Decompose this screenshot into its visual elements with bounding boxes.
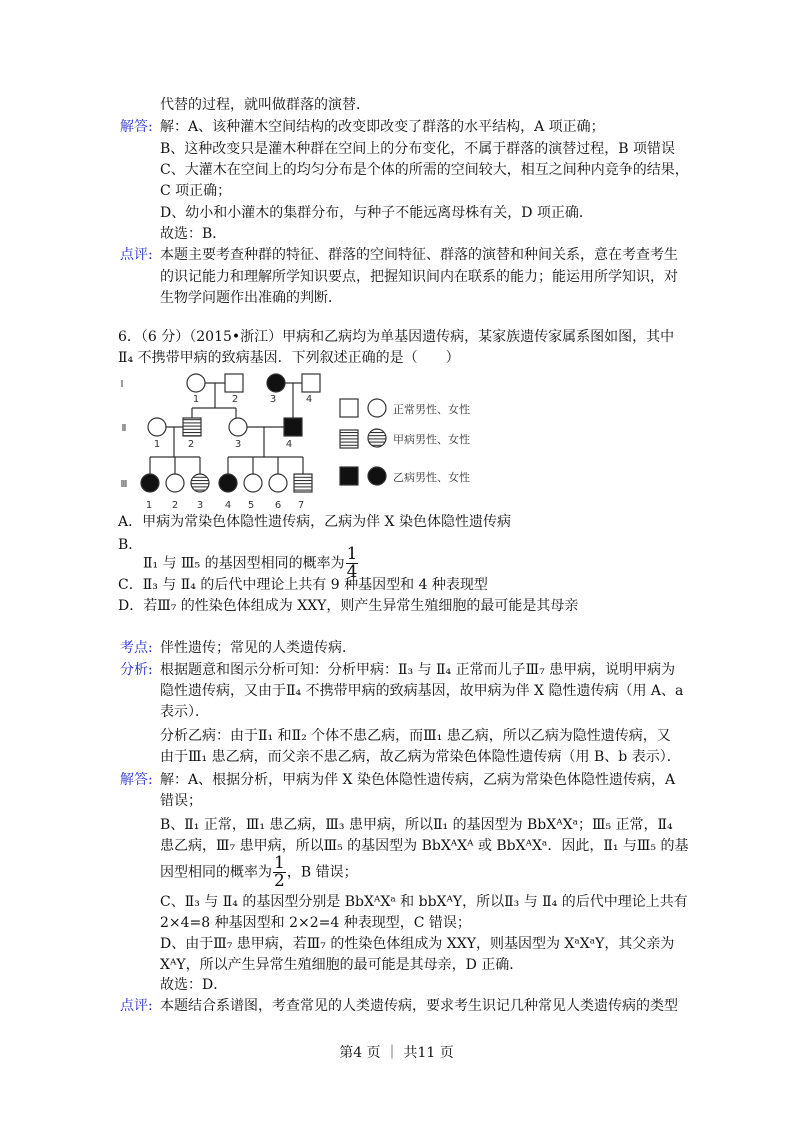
answer-label: 解答: — [120, 119, 153, 135]
individual-number: 3 — [196, 500, 204, 511]
individual-number: 1 — [153, 439, 161, 450]
female-normal — [148, 418, 166, 436]
legend-male-disease-b — [340, 467, 358, 485]
individual-number: 2 — [187, 439, 195, 450]
comment-label: 点评: — [120, 998, 153, 1014]
numerator: 1 — [274, 853, 285, 873]
option-d: D．若Ⅲ₇ 的性染色体组成为 XXY，则产生异常生殖细胞的最可能是其母亲 — [118, 598, 579, 614]
female-disease-a — [191, 474, 209, 492]
male-disease-a — [183, 418, 201, 436]
legend-label: 乙病男性、女性 — [393, 471, 470, 484]
female-normal — [269, 474, 287, 492]
individual-number: 2 — [171, 500, 179, 511]
text: ，B 错误； — [286, 864, 358, 881]
option-a: A．甲病为常染色体隐性遗传病，乙病为伴 X 染色体隐性遗传病 — [118, 514, 511, 530]
text-line: 错误； — [160, 793, 202, 809]
text-line: 解：A、根据分析，甲病为伴 X 染色体隐性遗传病，乙病为常染色体隐性遗传病，A — [160, 772, 676, 788]
text-line: 表示）． — [160, 704, 209, 720]
text-line: 代替的过程，就叫做群落的演替． — [160, 97, 370, 113]
male-normal — [302, 374, 320, 392]
individual-number: 1 — [145, 500, 153, 511]
text-line — [160, 855, 358, 890]
female-normal — [187, 374, 205, 392]
generation-label: Ⅰ — [120, 379, 124, 390]
text-line: 故选：B． — [160, 226, 227, 242]
generation-label: Ⅲ — [120, 479, 128, 490]
male-disease-b — [284, 418, 302, 436]
comment-label: 点评: — [120, 247, 153, 263]
numerator: 1 — [346, 544, 358, 564]
text-line: 伴性遗传；常见的人类遗传病． — [160, 640, 356, 656]
legend-label: 正常男性、女性 — [393, 403, 470, 416]
generation-label: Ⅱ — [121, 423, 127, 434]
text-line: B、这种改变只是灌木种群在空间上的分布变化，不属于群落的演替过程，B 项错误 — [160, 141, 676, 157]
option-c: C．Ⅱ₃ 与 Ⅱ₄ 的后代中理论上共有 9 种基因型和 4 种表现型 — [118, 577, 488, 593]
individual-number: 4 — [224, 500, 232, 511]
male-normal — [225, 374, 243, 392]
text-line: 患乙病，Ⅲ₇ 患甲病，所以Ⅲ₅ 的基因型为 BbXᴬXᴬ 或 BbXᴬXᵃ．因此，Ⅱ₁ 与Ⅲ₅ 的基 — [160, 838, 689, 854]
legend-label: 甲病男性、女性 — [393, 433, 470, 446]
female-normal — [244, 474, 262, 492]
individual-number: 5 — [247, 500, 255, 511]
analysis-label: 分析: — [120, 662, 153, 678]
female-normal — [229, 418, 247, 436]
option-b-letter: B． — [118, 537, 143, 553]
text-line: 2×4=8 种基因型和 2×2=4 种表现型，C 错误； — [160, 915, 471, 931]
legend-female-disease-b — [368, 467, 386, 485]
female-normal — [166, 474, 184, 492]
text-line: 根据题意和图示分析可知：分析甲病：Ⅱ₃ 与 Ⅱ₄ 正常而儿子Ⅲ₇ 患甲病，说明甲病为 — [160, 662, 676, 678]
individual-number: 2 — [231, 394, 239, 405]
text-line: 解：A、该种灌木空间结构的改变即改变了群落的水平结构，A 项正确； — [160, 119, 605, 135]
text-line: 故选：D． — [160, 977, 228, 993]
text-line: C、Ⅱ₃ 与 Ⅱ₄ 的基因型分别是 BbXᴬXᵃ 和 bbXᴬY，所以Ⅱ₃ 与 Ⅱ₄ 的后代中理论上共有 — [160, 894, 688, 910]
point-label: 考点: — [120, 640, 153, 656]
legend-male-disease-a — [340, 430, 358, 448]
individual-number: 4 — [305, 394, 313, 405]
individual-number: 1 — [192, 394, 200, 405]
male-disease-a — [294, 474, 312, 492]
legend-female-normal — [368, 399, 386, 417]
legend-female-disease-a — [368, 429, 386, 447]
text-line: 由于Ⅲ₁ 患乙病，而父亲不患乙病，故乙病为常染色体隐性遗传病（用 B、b 表示）． — [160, 749, 681, 765]
question-stem: 6．（6 分）（2015•浙江）甲病和乙病均为单基因遗传病，某家族遗传家属系图如图，其中 — [118, 329, 675, 345]
page-footer: 第4 页 ｜ 共11 页 — [339, 1045, 454, 1061]
text-line: C、大灌木在空间上的均匀分布是个体的所需的空间较大，相互之间种内竞争的结果， — [160, 162, 689, 178]
text-line: 的识记能力和理解所学知识要点，把握知识间内在联系的能力；能运用所学知识，对 — [160, 269, 678, 285]
denominator: 4 — [346, 562, 358, 582]
female-disease-b — [141, 474, 159, 492]
individual-number: 3 — [269, 394, 277, 405]
text-line: C 项正确； — [160, 183, 232, 199]
text: 因型相同的概率为 — [160, 864, 272, 881]
fraction — [273, 855, 286, 890]
legend-male-normal — [340, 399, 358, 417]
answer-label: 解答: — [120, 772, 153, 788]
text-line: 本题主要考查种群的特征、群落的空间特征、群落的演替和种间关系，意在考查考生 — [160, 247, 678, 263]
text-line: 分析乙病：由于Ⅱ₁ 和Ⅱ₂ 个体不患乙病，而Ⅲ₁ 患乙病，所以乙病为隐性遗传病，又 — [160, 728, 671, 744]
denominator: 2 — [274, 871, 285, 891]
individual-number: 7 — [297, 500, 305, 511]
individual-number: 6 — [274, 500, 282, 511]
text-line: D、由于Ⅲ₇ 患甲病，若Ⅲ₇ 的性染色体组成为 XXY，则基因型为 XᵃXᵃY，其父亲为 — [160, 936, 675, 952]
option-b-text: Ⅱ₁ 与 Ⅲ₅ 的基因型相同的概率为 — [143, 555, 345, 572]
individual-number: 4 — [285, 439, 293, 450]
question-stem: Ⅱ₄ 不携带甲病的致病基因．下列叙述正确的是（ ） — [118, 350, 460, 366]
text-line: 生物学问题作出准确的判断． — [160, 290, 342, 306]
text-line: 本题结合系谱图，考查常见的人类遗传病，要求考生识记几种常见人类遗传病的类型 — [160, 998, 678, 1014]
text-line: 隐性遗传病，又由于Ⅱ₄ 不携带甲病的致病基因，故甲病为伴 X 隐性遗传病（用 A、a — [160, 683, 684, 699]
individual-number: 3 — [234, 439, 242, 450]
female-disease-b — [219, 474, 237, 492]
text-line: XᴬY，所以产生异常生殖细胞的最可能是其母亲，D 正确． — [160, 957, 524, 973]
text-line: B、Ⅱ₁ 正常，Ⅲ₁ 患乙病，Ⅲ₃ 患甲病，所以Ⅱ₁ 的基因型为 BbXᴬXᵃ；Ⅲ₅ 正常，Ⅱ₄ — [160, 817, 673, 833]
text-line: D、幼小和小灌木的集群分布，与种子不能远离母株有关，D 项正确． — [160, 205, 593, 221]
female-disease-b — [267, 374, 285, 392]
